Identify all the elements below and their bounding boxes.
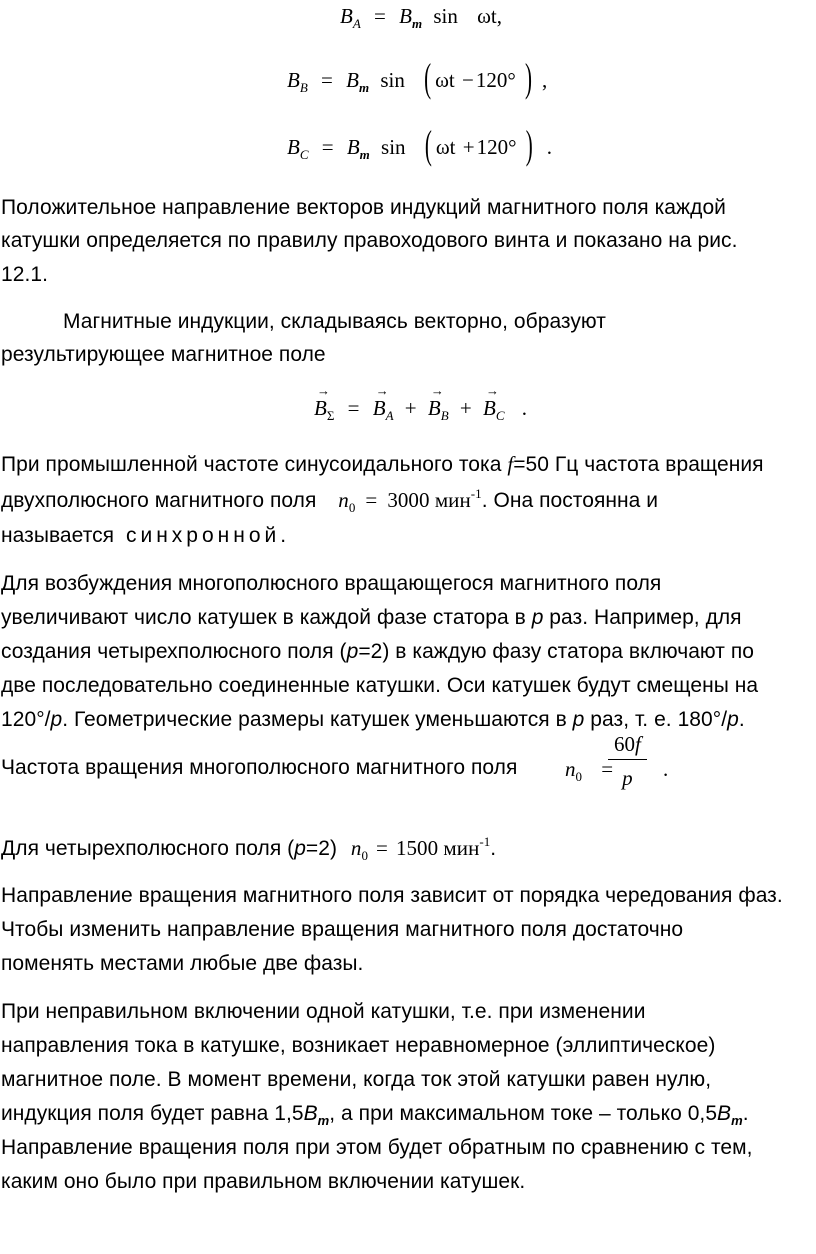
paragraph-6-line-1: Направление вращения магнитного поля зависит от порядка чередования фаз. [1, 884, 783, 907]
paragraph-7-line-5: Направление вращения поля при этом будет обратным по сравнению с тем, [1, 1136, 753, 1159]
fraction-period: . [663, 757, 669, 781]
paragraph-3-line-3: называется синхронной. [1, 524, 287, 547]
paragraph-1-line-2: катушки определяется по правилу правоходового винта и показано на рис. [1, 229, 738, 252]
paragraph-3-line-2: двухполюсного магнитного поля $n_0 = 3000$ мин$^{-1}$. Она постоянна и [1, 486, 659, 515]
paragraph-4-line-1: Для возбуждения многополюсного вращающегося магнитного поля [1, 572, 662, 595]
paragraph-6-line-3: поменять местами любые две фазы. [1, 952, 364, 975]
paragraph-4-line-6: Частота вращения многополюсного магнитного поля [1, 756, 518, 779]
formula-bc: $B_C = B_m$ sin ( ωt +120° ) . [287, 121, 552, 168]
formula-ba: $B_A = B_m$ sin ωt, [340, 4, 503, 31]
paragraph-5: Для четырехполюсного поля (p=2) $n_0 = 1500$ мин$^{-1}$. [1, 834, 497, 863]
formula-rotation-frequency: $n_0$ = [565, 757, 614, 784]
paragraph-7-line-2: направления тока в катушке, возникает неравномерное (эллиптическое) [1, 1034, 716, 1057]
paragraph-6-line-2: Чтобы изменить направление вращения магнитного поля достаточно [1, 918, 684, 941]
formula-bb: $B_B = B_m$ sin ( ωt −120° ) , [287, 54, 548, 101]
paragraph-1-line-3: 12.1. [1, 263, 48, 286]
paragraph-2-line-1: Магнитные индукции, складываясь векторно, образуют [63, 310, 606, 333]
paragraph-2-line-2: результирующее магнитное поле [1, 343, 326, 366]
paragraph-3-line-1: При промышленной частоте синусоидального тока f=50 Гц частота вращения [1, 452, 764, 476]
paragraph-1-line-1: Положительное направление векторов индукций магнитного поля каждой [1, 196, 726, 219]
paragraph-7-line-1: При неправильном включении одной катушки, т.е. при изменении [1, 1000, 646, 1023]
paragraph-7-line-6: каким оно было при правильном включении катушек. [1, 1170, 526, 1193]
fraction-60f-over-p: $\frac{60f}{p}$ [608, 732, 647, 791]
formula-vector-sum: → $B_\Sigma$ = → $B_A$ + → $B_B$ + → $B_C$ . [314, 396, 527, 421]
paragraph-7-line-3: магнитное поле. В момент времени, когда ток этой катушки равен нулю, [1, 1068, 712, 1091]
paragraph-4-line-4: две последовательно соединенные катушки. Оси катушек будут смещены на [1, 674, 759, 697]
paragraph-4-line-2: увеличивают число катушек в каждой фазе статора в p раз. Например, для [1, 606, 742, 629]
paragraph-4-line-3: создания четырехполюсного поля (p=2) в каждую фазу статора включают по [1, 640, 754, 663]
paragraph-7-line-4: индукция поля будет равна $1,5B_m$, а при максимальном токе – только $0,5B_m$. [1, 1102, 749, 1128]
paragraph-4-line-5: 120°/p. Геометрические размеры катушек уменьшаются в p раз, т. е. 180°/p. [1, 708, 745, 731]
